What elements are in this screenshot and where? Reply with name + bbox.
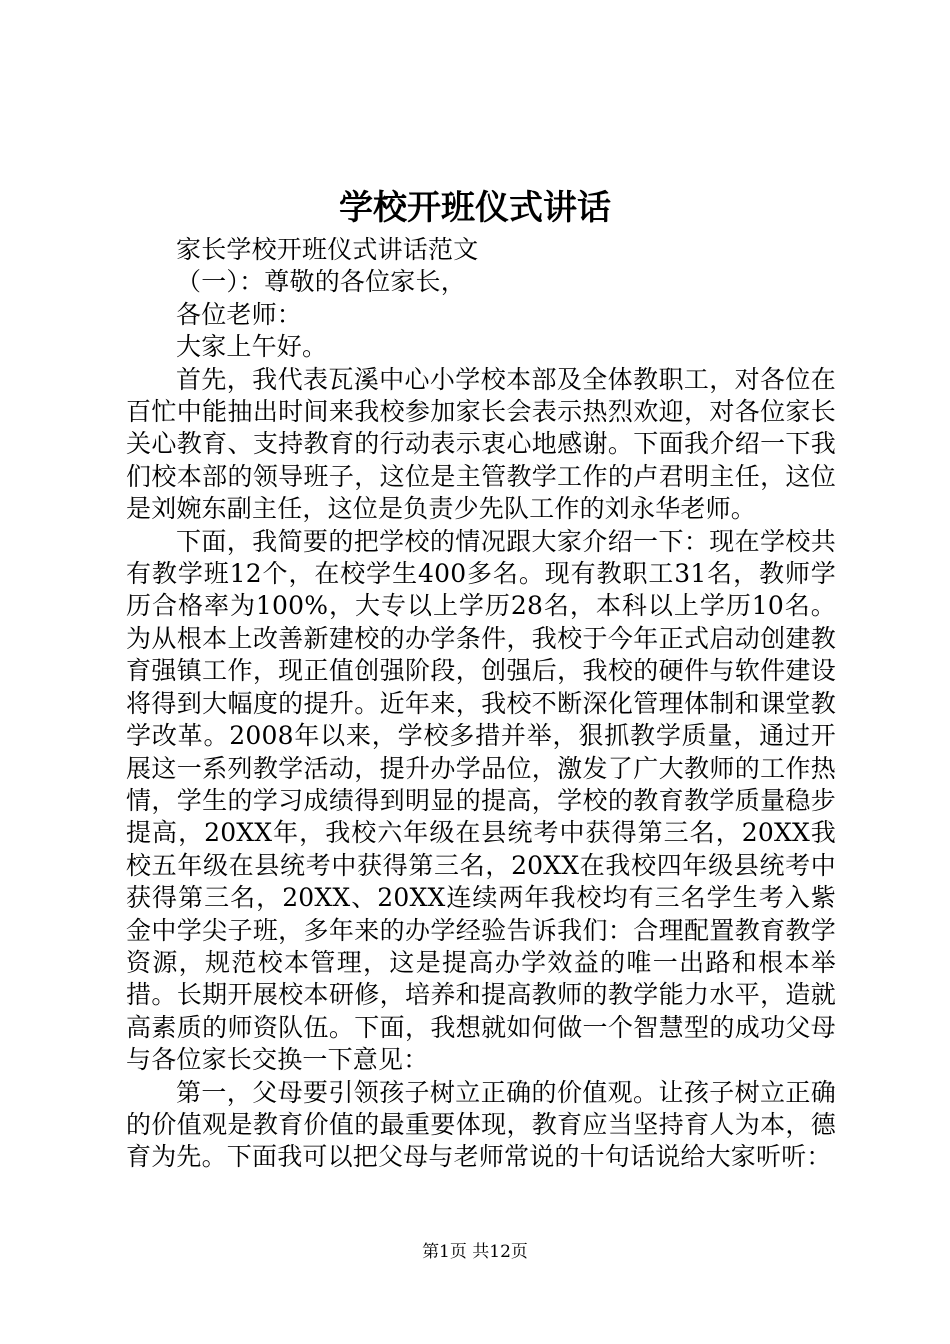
paragraph: （一）：尊敬的各位家长， <box>176 267 466 297</box>
page-footer: 第1页 共12页 <box>422 1242 528 1262</box>
paragraph: 下面，我简要的把学校的情况跟大家介绍一下：现在学校共有教学班12个，在校学生400多名。现有教职工31名，教师学历合格率为100%，大专以上学历28名，本科以上学历10名。为从根本上改善新建校的办学条件，我校于今年正式启动创建教育强镇工作，现正值创强阶段，创强后，我校的硬件与软件建设将得到大幅度的提升。近年来，我校不断深化管理体制和课堂教学改革。2008年以来，学校多措并举，狠抓教学质量，通过开展这一系列教学活动，提升办学品位，激发了广大教师的工作热情，学生的学习成绩得到明显的提高，学校的教育教学质量稳步提高，20XX年，我校六年级在县统考中获得第三名，20XX我校五年级在县统考中获得第三名，20XX在我校四年级县统考中获得第三名，20XX、20XX连续两年我校均有三名学生考入紫金中学尖子班，多年来的办学经验告诉我们：合理配置教育教学资源，规范校本管理，这是提高办学效益的唯一出路和根本举措。长期开展校本研修，培养和提高教师的教学能力水平，造就高素质的师资队伍。下面，我想就如何做一个智慧型的成功父母与各位家长交换一下意见： <box>126 526 836 1075</box>
document-title: 学校开班仪式讲话 <box>339 188 611 228</box>
paragraph: 家长学校开班仪式讲话范文 <box>176 235 479 264</box>
paragraph: 大家上午好。 <box>176 332 328 362</box>
document-body <box>126 234 836 1174</box>
paragraph: 各位老师： <box>176 299 303 329</box>
paragraph: 首先，我代表瓦溪中心小学校本部及全体教职工，对各位在百忙中能抽出时间来我校参加家长会表示热烈欢迎，对各位家长关心教育、支持教育的行动表示衷心地感谢。下面我介绍一下我们校本部的领导班子，这位是主管教学工作的卢君明主任，这位是刘婉东副主任，这位是负责少先队工作的刘永华老师。 <box>126 364 836 524</box>
paragraph: 第一，父母要引领孩子树立正确的价值观。让孩子树立正确的价值观是教育价值的最重要体现，教育应当坚持育人为本，德育为先。下面我可以把父母与老师常说的十句话说给大家听听： <box>126 1077 836 1172</box>
